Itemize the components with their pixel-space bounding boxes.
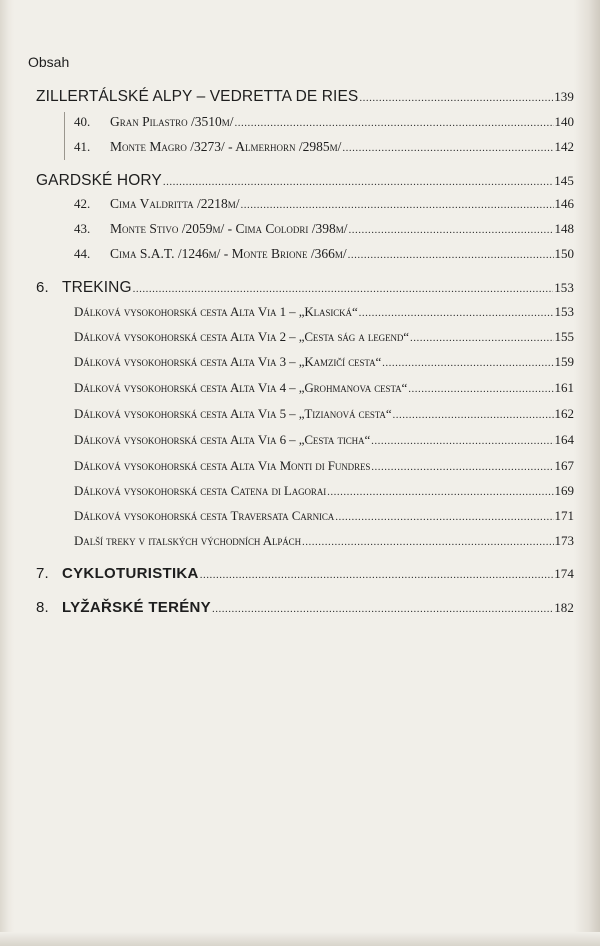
- toc-entry-title: Další treky v italských východních Alpách: [74, 533, 301, 548]
- toc-entry-43[interactable]: [74, 220, 574, 237]
- toc-entry-title: Monte Magro /3273/ - Almerhorn /2985m/: [110, 139, 342, 154]
- toc-entry-title: Dálková vysokohorská cesta Alta Via 2 – „Cesta ság a legend“: [74, 329, 409, 344]
- toc-entry-dalsi-treky[interactable]: [74, 532, 574, 549]
- toc-entry-number: 43.: [74, 221, 91, 236]
- dot-leader: [200, 561, 553, 578]
- toc-entry-title: Dálková vysokohorská cesta Catena di Lagorai: [74, 483, 327, 498]
- toc-entry-44[interactable]: [74, 245, 574, 262]
- toc-entry-title: Dálková vysokohorská cesta Traversata Carnica: [74, 508, 335, 523]
- toc-entry-page: 139: [554, 88, 574, 104]
- toc-entry-page: 145: [554, 172, 574, 188]
- toc-entry-title: Dálková vysokohorská cesta Alta Via 5 – „Tizianová cesta“: [74, 406, 392, 421]
- toc-entry-number: 7.: [36, 564, 49, 582]
- toc-entry-title: Dálková vysokohorská cesta Alta Via 3 – „Kamzičí cesta“: [74, 354, 382, 369]
- dot-leader: [371, 457, 553, 470]
- toc-entry-title: TREKING: [62, 278, 132, 296]
- toc-entry-number: 8.: [36, 598, 49, 616]
- toc-entry-page: 171: [554, 508, 574, 523]
- toc-entry-traversata-carnica[interactable]: [74, 507, 574, 524]
- toc-entry-title: Dálková vysokohorská cesta Alta Via Monti di Fundres: [74, 458, 371, 473]
- toc-entry-alta-via-1[interactable]: [74, 303, 574, 320]
- toc-entry-page: 146: [554, 196, 574, 211]
- dot-leader: [393, 405, 554, 418]
- toc-entry-number: 41.: [74, 139, 91, 154]
- toc-entry-page: 167: [554, 458, 574, 473]
- toc-entry-page: 140: [554, 114, 574, 129]
- dot-leader: [410, 328, 554, 341]
- dot-leader: [133, 275, 554, 292]
- toc-entry-page: 155: [554, 329, 574, 344]
- dot-leader: [327, 482, 553, 495]
- toc-entry-number: 6.: [36, 278, 49, 296]
- toc-entry-monti-di-fundres[interactable]: [74, 457, 574, 474]
- toc-entry-title: Dálková vysokohorská cesta Alta Via 4 – „Grohmanova cesta“: [74, 380, 408, 395]
- dot-leader: [359, 303, 554, 316]
- dot-leader: [235, 113, 554, 126]
- toc-entry-page: 173: [554, 533, 574, 548]
- toc-entry-40[interactable]: [74, 113, 574, 130]
- toc-entry-page: 159: [554, 354, 574, 369]
- toc-entry-alta-via-6[interactable]: [74, 431, 574, 448]
- dot-leader: [348, 245, 554, 258]
- toc-entry-alta-via-3[interactable]: [74, 353, 574, 370]
- toc-entry-title: ZILLERTÁLSKÉ ALPY – VEDRETTA DE RIES: [36, 87, 359, 105]
- toc-entry-page: 182: [554, 599, 574, 615]
- toc-entry-number: 42.: [74, 196, 91, 211]
- toc-entry-42[interactable]: [74, 195, 574, 212]
- toc-entry-page: 153: [554, 304, 574, 319]
- dot-leader: [408, 379, 553, 392]
- toc-entry-title: LYŽAŘSKÉ TERÉNY: [62, 598, 211, 616]
- dot-leader: [382, 353, 553, 366]
- dot-leader: [163, 168, 553, 185]
- toc-entry-title: Cima S.A.T. /1246m/ - Monte Brione /366m/: [110, 246, 347, 261]
- dot-leader: [342, 138, 553, 151]
- dot-leader: [335, 507, 553, 520]
- dot-leader: [241, 195, 554, 208]
- toc-entry-title: Monte Stivo /2059m/ - Cima Colodri /398m/: [110, 221, 348, 236]
- toc-chapter-8[interactable]: [36, 595, 574, 616]
- toc-entry-catena-di-lagorai[interactable]: [74, 482, 574, 499]
- toc-entry-number: 40.: [74, 114, 91, 129]
- toc-entry-title: GARDSKÉ HORY: [36, 171, 162, 189]
- toc-entry-zillertalske-alpy[interactable]: [36, 84, 574, 106]
- toc-entry-gardske-hory[interactable]: [36, 168, 574, 190]
- toc-entry-title: CYKLOTURISTIKA: [62, 564, 199, 582]
- toc-entry-page: 161: [554, 380, 574, 395]
- toc-entry-alta-via-2[interactable]: [74, 328, 574, 345]
- toc-entry-title: Dálková vysokohorská cesta Alta Via 1 – „Klasická“: [74, 304, 358, 319]
- dot-leader: [349, 220, 554, 233]
- dot-leader: [359, 84, 553, 101]
- toc-entry-page: 153: [554, 279, 574, 295]
- toc-entry-alta-via-4[interactable]: [74, 379, 574, 396]
- toc-entry-page: 150: [554, 246, 574, 261]
- toc-entry-page: 148: [554, 221, 574, 236]
- toc-entry-page: 162: [554, 406, 574, 421]
- toc-entry-number: 44.: [74, 246, 91, 261]
- toc-entry-page: 142: [554, 139, 574, 154]
- toc-entry-title: Gran Pilastro /3510m/: [110, 114, 234, 129]
- toc-entry-alta-via-5[interactable]: [74, 405, 574, 422]
- dot-leader: [302, 532, 554, 545]
- page-header: Obsah: [28, 54, 70, 70]
- toc-chapter-6[interactable]: [36, 275, 574, 297]
- toc-entry-title: Dálková vysokohorská cesta Alta Via 6 – „Cesta ticha“: [74, 432, 371, 447]
- dot-leader: [212, 595, 553, 612]
- dot-leader: [371, 431, 553, 444]
- toc-entry-page: 164: [554, 432, 574, 447]
- toc-entry-page: 169: [554, 483, 574, 498]
- toc-entry-title: Cima Valdritta /2218m/: [110, 196, 240, 211]
- toc-entry-41[interactable]: [74, 138, 574, 155]
- toc-entry-page: 174: [554, 565, 574, 581]
- toc-chapter-7[interactable]: [36, 561, 574, 582]
